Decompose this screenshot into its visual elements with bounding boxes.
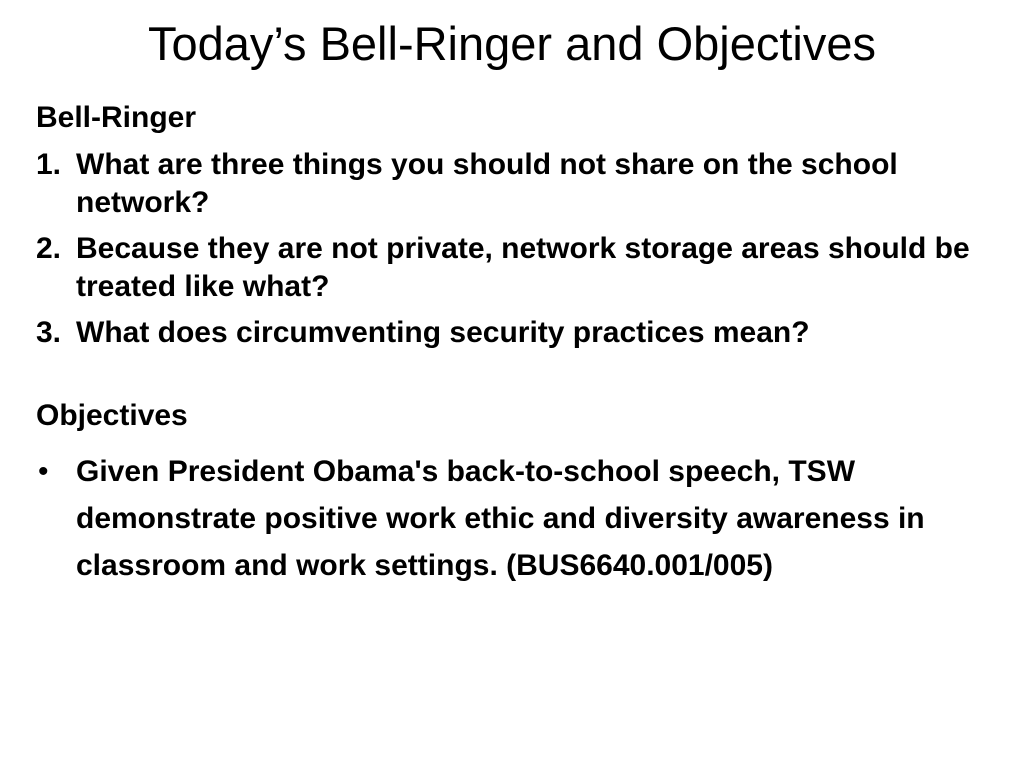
bullet-icon: • bbox=[38, 455, 49, 488]
slide-title: Today’s Bell-Ringer and Objectives bbox=[148, 17, 876, 70]
item-number: 2. bbox=[36, 232, 62, 265]
item-text: What are three things you should not share on the school network? bbox=[76, 148, 898, 219]
item-text: Because they are not private, network storage areas should be treated like what? bbox=[76, 232, 970, 303]
bell-ringer-item bbox=[36, 314, 986, 352]
item-text: What does circumventing security practices mean? bbox=[76, 316, 810, 349]
item-number: 3. bbox=[36, 316, 62, 349]
section-spacer bbox=[36, 360, 986, 396]
objectives-list bbox=[36, 448, 986, 589]
objective-item bbox=[36, 448, 986, 589]
item-number: 1. bbox=[36, 148, 62, 181]
slide-content bbox=[36, 98, 986, 589]
bell-ringer-heading: Bell-Ringer bbox=[36, 101, 197, 134]
objective-text: Given President Obama's back-to-school speech, TSW demonstrate positive work ethic and diversity awareness in classroom and work settings. (BUS6640.001/005) bbox=[76, 455, 925, 582]
objectives-heading: Objectives bbox=[36, 399, 188, 432]
bell-ringer-item bbox=[36, 230, 986, 306]
bell-ringer-item bbox=[36, 146, 986, 222]
bell-ringer-list bbox=[36, 146, 986, 352]
